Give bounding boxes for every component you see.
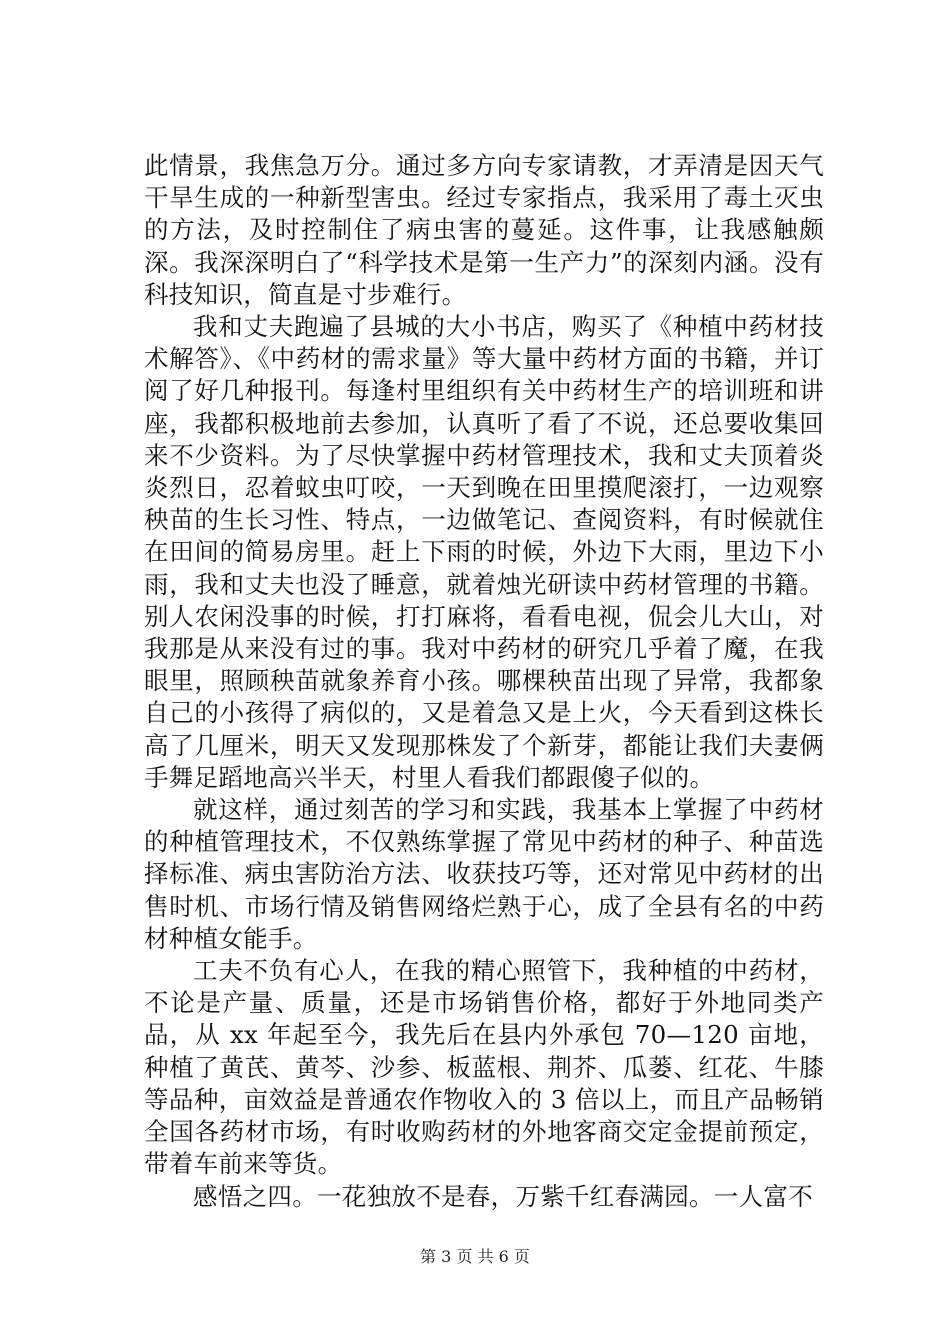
document-body [144,150,824,1213]
paragraph-1: 此情景，我焦急万分。通过多方向专家请教，才弄清是因天气干旱生成的一种新型害虫。经过专家指点，我采用了毒土灭虫的方法，及时控制住了病虫害的蔓延。这件事，让我感触颇深。我深深明白了“科学技术是第一生产力”的深刻内涵。没有科技知识，简直是寸步难行。 [144,151,824,309]
page-footer: 第 3 页 共 6 页 [420,1247,530,1266]
paragraph-3: 就这样，通过刻苦的学习和实践，我基本上掌握了中药材的种植管理技术，不仅熟练掌握了常见中药材的种子、种苗选择标准、病虫害防治方法、收获技巧等，还对常见中药材的出售时机、市场行情及销售网络烂熟于心，成了全县有名的中药材种植女能手。 [144,795,824,953]
paragraph-2: 我和丈夫跑遍了县城的大小书店，购买了《种植中药材技术解答》、《中药材的需求量》等大量中药材方面的书籍，并订阅了好几种报刊。每逢村里组织有关中药材生产的培训班和讲座，我都积极地前去参加，认真听了看了不说，还总要收集回来不少资料。为了尽快掌握中药材管理技术，我和丈夫顶着炎炎烈日，忍着蚊虫叮咬，一天到晚在田里摸爬滚打，一边观察秧苗的生长习性、特点，一边做笔记、查阅资料，有时候就住在田间的简易房里。赶上下雨的时候，外边下大雨，里边下小雨，我和丈夫也没了睡意，就着烛光研读中药材管理的书籍。别人农闲没事的时候，打打麻将，看看电视，侃会儿大山，对我那是从来没有过的事。我对中药材的研究几乎着了魔，在我眼里，照顾秧苗就象养育小孩。哪棵秧苗出现了异常，我都象自己的小孩得了病似的，又是着急又是上火，今天看到这株长高了几厘米，明天又发现那株发了个新芽，都能让我们夫妻俩手舞足蹈地高兴半天，村里人看我们都跟傻子似的。 [144,312,824,792]
paragraph-5: 感悟之四。一花独放不是春，万紫千红春满园。一人富不 [193,1181,813,1211]
paragraph-4: 工夫不负有心人，在我的精心照管下，我种植的中药材，不论是产量、质量，还是市场销售价格，都好于外地同类产品，从 xx 年起至今，我先后在县内外承包 70—120 亩地，种植了黄芪、黄芩、沙参、板蓝根、荆芥、瓜蒌、红花、牛膝等品种，亩效益是普通农作物收入的 3 倍以上，而且产品畅销全国各药材市场，有时收购药材的外地客商交定金提前预定，带着车前来等货。 [144,956,824,1179]
